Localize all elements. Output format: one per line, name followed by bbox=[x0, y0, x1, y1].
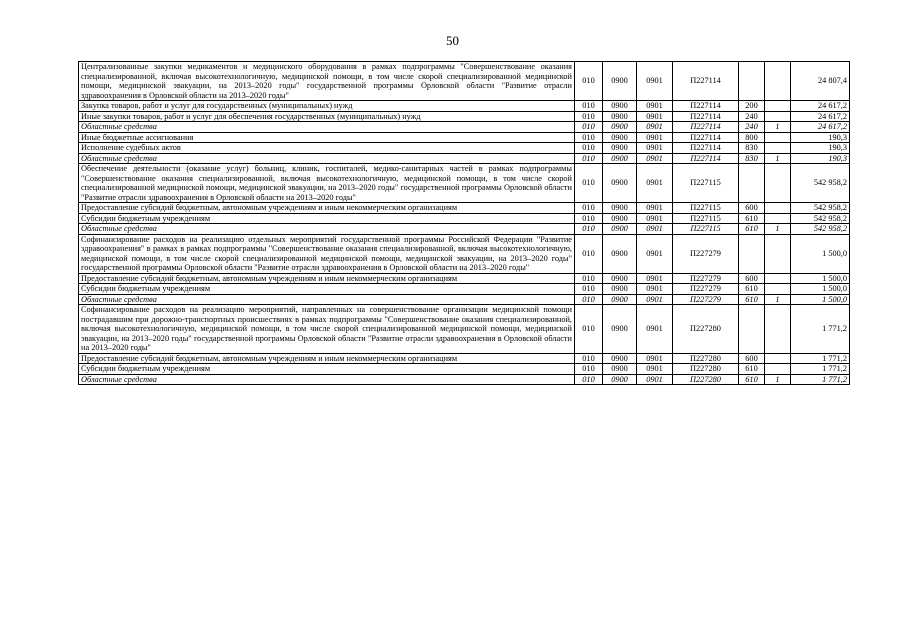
funding-source-cell bbox=[765, 164, 791, 203]
expense-type-cell: 610 bbox=[739, 224, 765, 235]
subsection-code-cell: 0901 bbox=[637, 62, 673, 101]
funding-source-cell bbox=[765, 111, 791, 122]
subsection-code-cell: 0901 bbox=[637, 101, 673, 112]
target-article-cell: П227114 bbox=[673, 101, 739, 112]
page-number: 50 bbox=[446, 33, 459, 48]
table-row bbox=[79, 203, 850, 214]
expense-type-cell: 240 bbox=[739, 111, 765, 122]
admin-code-cell: 010 bbox=[575, 122, 603, 133]
target-article-cell: П227115 bbox=[673, 213, 739, 224]
target-article-cell: П227114 bbox=[673, 132, 739, 143]
admin-code-cell: 010 bbox=[575, 305, 603, 354]
expense-type-cell: 600 bbox=[739, 203, 765, 214]
expense-type-cell: 600 bbox=[739, 353, 765, 364]
expense-type-cell bbox=[739, 164, 765, 203]
amount-cell: 190,3 bbox=[791, 132, 850, 143]
funding-source-cell bbox=[765, 305, 791, 354]
section-code-cell: 0900 bbox=[603, 273, 637, 284]
section-code-cell: 0900 bbox=[603, 122, 637, 133]
amount-cell: 24 807,4 bbox=[791, 62, 850, 101]
amount-cell: 1 500,0 bbox=[791, 284, 850, 295]
description-cell: Обеспечение деятельности (оказание услуг) больниц, клиник, госпиталей, медико-санитарных частей в рамках подпрограммы "Совершенствование оказания специализированной, включая высокотехнологичную, медицинской помощи, в том числе скорой специализированной медицинской помощи, медицинской эвакуации, на 2013–2020 годы" государственной программы Орловской области "Развитие отрасли здравоохранения в Орловской области на 2013–2020 годы" bbox=[79, 164, 575, 203]
admin-code-cell: 010 bbox=[575, 153, 603, 164]
funding-source-cell: 1 bbox=[765, 153, 791, 164]
amount-cell: 1 771,2 bbox=[791, 364, 850, 375]
description-cell: Предоставление субсидий бюджетным, автономным учреждениям и иным некоммерческим организациям bbox=[79, 273, 575, 284]
subsection-code-cell: 0901 bbox=[637, 353, 673, 364]
funding-source-cell bbox=[765, 62, 791, 101]
table-row bbox=[79, 164, 850, 203]
section-code-cell: 0900 bbox=[603, 111, 637, 122]
section-code-cell: 0900 bbox=[603, 143, 637, 154]
description-cell: Исполнение судебных актов bbox=[79, 143, 575, 154]
expense-type-cell: 610 bbox=[739, 284, 765, 295]
table-row bbox=[79, 353, 850, 364]
target-article-cell: П227280 bbox=[673, 374, 739, 385]
description-cell: Областные средства bbox=[79, 153, 575, 164]
section-code-cell: 0900 bbox=[603, 224, 637, 235]
target-article-cell: П227114 bbox=[673, 143, 739, 154]
section-code-cell: 0900 bbox=[603, 234, 637, 273]
subsection-code-cell: 0901 bbox=[637, 153, 673, 164]
budget-table bbox=[78, 61, 850, 385]
admin-code-cell: 010 bbox=[575, 273, 603, 284]
section-code-cell: 0900 bbox=[603, 284, 637, 295]
expense-type-cell bbox=[739, 234, 765, 273]
funding-source-cell: 1 bbox=[765, 294, 791, 305]
admin-code-cell: 010 bbox=[575, 284, 603, 295]
section-code-cell: 0900 bbox=[603, 203, 637, 214]
funding-source-cell bbox=[765, 284, 791, 295]
description-cell: Областные средства bbox=[79, 374, 575, 385]
target-article-cell: П227115 bbox=[673, 224, 739, 235]
section-code-cell: 0900 bbox=[603, 62, 637, 101]
section-code-cell: 0900 bbox=[603, 153, 637, 164]
description-cell: Областные средства bbox=[79, 294, 575, 305]
subsection-code-cell: 0901 bbox=[637, 132, 673, 143]
amount-cell: 1 771,2 bbox=[791, 353, 850, 364]
expense-type-cell: 830 bbox=[739, 143, 765, 154]
table-row bbox=[79, 273, 850, 284]
section-code-cell: 0900 bbox=[603, 305, 637, 354]
subsection-code-cell: 0901 bbox=[637, 164, 673, 203]
amount-cell: 542 958,2 bbox=[791, 224, 850, 235]
expense-type-cell: 610 bbox=[739, 374, 765, 385]
subsection-code-cell: 0901 bbox=[637, 122, 673, 133]
funding-source-cell bbox=[765, 101, 791, 112]
funding-source-cell: 1 bbox=[765, 374, 791, 385]
description-cell: Закупка товаров, работ и услуг для государственных (муниципальных) нужд bbox=[79, 101, 575, 112]
section-code-cell: 0900 bbox=[603, 213, 637, 224]
expense-type-cell: 830 bbox=[739, 153, 765, 164]
description-cell: Иные бюджетные ассигнования bbox=[79, 132, 575, 143]
table-row bbox=[79, 374, 850, 385]
expense-type-cell: 600 bbox=[739, 273, 765, 284]
admin-code-cell: 010 bbox=[575, 143, 603, 154]
admin-code-cell: 010 bbox=[575, 213, 603, 224]
amount-cell: 24 617,2 bbox=[791, 101, 850, 112]
amount-cell: 24 617,2 bbox=[791, 111, 850, 122]
target-article-cell: П227115 bbox=[673, 203, 739, 214]
funding-source-cell bbox=[765, 132, 791, 143]
section-code-cell: 0900 bbox=[603, 374, 637, 385]
amount-cell: 542 958,2 bbox=[791, 164, 850, 203]
subsection-code-cell: 0901 bbox=[637, 234, 673, 273]
expense-type-cell: 240 bbox=[739, 122, 765, 133]
funding-source-cell: 1 bbox=[765, 224, 791, 235]
table-row bbox=[79, 224, 850, 235]
amount-cell: 1 500,0 bbox=[791, 273, 850, 284]
target-article-cell: П227114 bbox=[673, 122, 739, 133]
expense-type-cell: 610 bbox=[739, 294, 765, 305]
subsection-code-cell: 0901 bbox=[637, 305, 673, 354]
amount-cell: 190,3 bbox=[791, 153, 850, 164]
target-article-cell: П227279 bbox=[673, 273, 739, 284]
description-cell: Иные закупки товаров, работ и услуг для обеспечения государственных (муниципальных) нужд bbox=[79, 111, 575, 122]
target-article-cell: П227114 bbox=[673, 111, 739, 122]
amount-cell: 190,3 bbox=[791, 143, 850, 154]
table-row bbox=[79, 153, 850, 164]
funding-source-cell bbox=[765, 203, 791, 214]
admin-code-cell: 010 bbox=[575, 224, 603, 235]
funding-source-cell bbox=[765, 143, 791, 154]
admin-code-cell: 010 bbox=[575, 111, 603, 122]
description-cell: Централизованные закупки медикаментов и медицинского оборудования в рамках подпрограммы "Совершенствование оказания специализированной, включая высокотехнологичную, медицинской помощи, в том числе скорой специализированной медицинской помощи, медицинской эвакуации, на 2013–2020 годы" государственной программы Орловской области "Развитие отрасли здравоохранения в Орловской области на 2013–2020 годы" bbox=[79, 62, 575, 101]
admin-code-cell: 010 bbox=[575, 62, 603, 101]
funding-source-cell bbox=[765, 353, 791, 364]
expense-type-cell bbox=[739, 305, 765, 354]
table-row bbox=[79, 122, 850, 133]
expense-type-cell: 200 bbox=[739, 101, 765, 112]
subsection-code-cell: 0901 bbox=[637, 284, 673, 295]
subsection-code-cell: 0901 bbox=[637, 111, 673, 122]
description-cell: Субсидии бюджетным учреждениям bbox=[79, 213, 575, 224]
target-article-cell: П227279 bbox=[673, 284, 739, 295]
section-code-cell: 0900 bbox=[603, 101, 637, 112]
description-cell: Софинансирование расходов на реализацию отдельных мероприятий государственной программы Российской Федерации "Развитие здравоохранения" в рамках в рамках подпрограммы "Совершенствование оказания специализированной, включая высокотехнологичную, медицинской помощи, в том числе скорой специализированной медицинской помощи, медицинской эвакуации, на 2013–2020 годы" государственной программы Орловской области "Развитие отрасли здравоохранения в Орловской области на 2013–2020 годы" bbox=[79, 234, 575, 273]
description-cell: Областные средства bbox=[79, 122, 575, 133]
section-code-cell: 0900 bbox=[603, 132, 637, 143]
expense-type-cell: 800 bbox=[739, 132, 765, 143]
amount-cell: 542 958,2 bbox=[791, 203, 850, 214]
admin-code-cell: 010 bbox=[575, 164, 603, 203]
funding-source-cell bbox=[765, 234, 791, 273]
amount-cell: 1 771,2 bbox=[791, 374, 850, 385]
funding-source-cell: 1 bbox=[765, 122, 791, 133]
admin-code-cell: 010 bbox=[575, 364, 603, 375]
admin-code-cell: 010 bbox=[575, 294, 603, 305]
admin-code-cell: 010 bbox=[575, 101, 603, 112]
target-article-cell: П227279 bbox=[673, 294, 739, 305]
section-code-cell: 0900 bbox=[603, 294, 637, 305]
funding-source-cell bbox=[765, 213, 791, 224]
admin-code-cell: 010 bbox=[575, 132, 603, 143]
description-cell: Субсидии бюджетным учреждениям bbox=[79, 284, 575, 295]
table-row bbox=[79, 213, 850, 224]
target-article-cell: П227280 bbox=[673, 353, 739, 364]
admin-code-cell: 010 bbox=[575, 203, 603, 214]
subsection-code-cell: 0901 bbox=[637, 143, 673, 154]
admin-code-cell: 010 bbox=[575, 374, 603, 385]
section-code-cell: 0900 bbox=[603, 353, 637, 364]
table-row bbox=[79, 111, 850, 122]
expense-type-cell bbox=[739, 62, 765, 101]
description-cell: Областные средства bbox=[79, 224, 575, 235]
table-row bbox=[79, 364, 850, 375]
subsection-code-cell: 0901 bbox=[637, 203, 673, 214]
amount-cell: 1 500,0 bbox=[791, 234, 850, 273]
description-cell: Предоставление субсидий бюджетным, автономным учреждениям и иным некоммерческим организациям bbox=[79, 203, 575, 214]
target-article-cell: П227279 bbox=[673, 234, 739, 273]
amount-cell: 1 500,0 bbox=[791, 294, 850, 305]
subsection-code-cell: 0901 bbox=[637, 294, 673, 305]
expense-type-cell: 610 bbox=[739, 213, 765, 224]
table-row bbox=[79, 305, 850, 354]
target-article-cell: П227114 bbox=[673, 153, 739, 164]
admin-code-cell: 010 bbox=[575, 234, 603, 273]
description-cell: Предоставление субсидий бюджетным, автономным учреждениям и иным некоммерческим организациям bbox=[79, 353, 575, 364]
target-article-cell: П227114 bbox=[673, 62, 739, 101]
description-cell: Субсидии бюджетным учреждениям bbox=[79, 364, 575, 375]
target-article-cell: П227280 bbox=[673, 364, 739, 375]
table-row bbox=[79, 62, 850, 101]
description-cell: Софинансирование расходов на реализацию мероприятий, направленных на совершенствование организации медицинской помощи пострадавшим при дорожно-транспортных происшествиях в рамках подпрограммы "Совершенствование оказания специализированной, включая высокотехнологичную, медицинской помощи, в том числе скорой специализированной медицинской помощи, медицинской эвакуации, на 2013–2020 годы" государственной программы Орловской области "Развитие отрасли здравоохранения в Орловской области на 2013–2020 годы" bbox=[79, 305, 575, 354]
table-row bbox=[79, 143, 850, 154]
section-code-cell: 0900 bbox=[603, 364, 637, 375]
funding-source-cell bbox=[765, 273, 791, 284]
subsection-code-cell: 0901 bbox=[637, 273, 673, 284]
subsection-code-cell: 0901 bbox=[637, 374, 673, 385]
subsection-code-cell: 0901 bbox=[637, 364, 673, 375]
subsection-code-cell: 0901 bbox=[637, 224, 673, 235]
amount-cell: 24 617,2 bbox=[791, 122, 850, 133]
target-article-cell: П227115 bbox=[673, 164, 739, 203]
funding-source-cell bbox=[765, 364, 791, 375]
subsection-code-cell: 0901 bbox=[637, 213, 673, 224]
table-row bbox=[79, 132, 850, 143]
table-row bbox=[79, 284, 850, 295]
table-row bbox=[79, 101, 850, 112]
section-code-cell: 0900 bbox=[603, 164, 637, 203]
table-row bbox=[79, 234, 850, 273]
expense-type-cell: 610 bbox=[739, 364, 765, 375]
table-row bbox=[79, 294, 850, 305]
admin-code-cell: 010 bbox=[575, 353, 603, 364]
amount-cell: 542 958,2 bbox=[791, 213, 850, 224]
amount-cell: 1 771,2 bbox=[791, 305, 850, 354]
target-article-cell: П227280 bbox=[673, 305, 739, 354]
